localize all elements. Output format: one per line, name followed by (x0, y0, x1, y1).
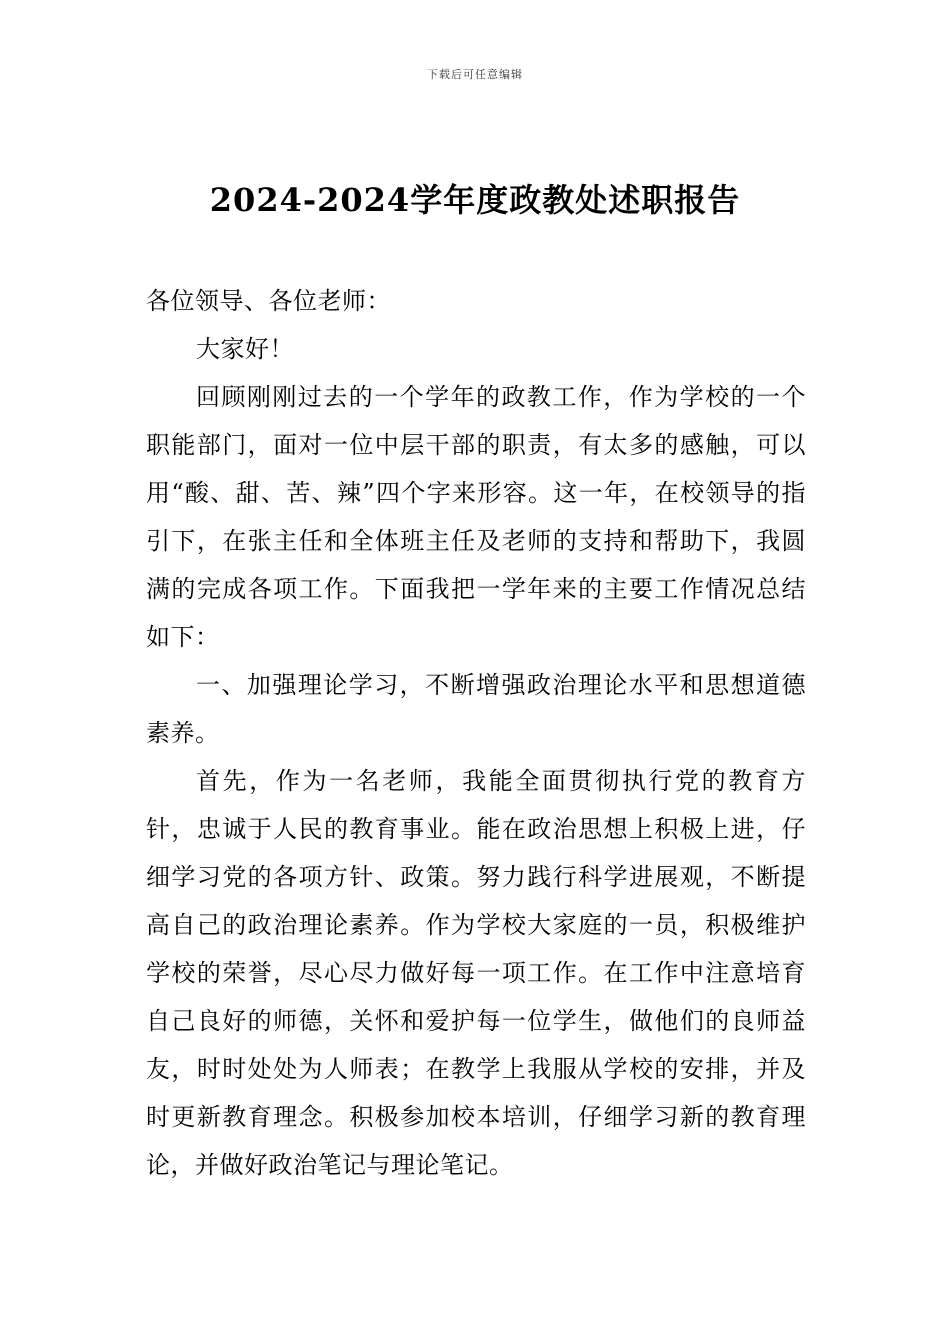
section-heading-1: 一、加强理论学习，不断增强政治理论水平和思想道德素养。 (146, 671, 806, 747)
document-title: 2024-2024学年度政教处述职报告 (209, 181, 741, 219)
salutation: 各位领导、各位老师： (146, 287, 391, 315)
page-header-note: 下载后可任意编辑 (427, 68, 523, 81)
section-1-paragraph: 首先，作为一名老师，我能全面贯彻执行党的教育方针，忠诚于人民的教育事业。能在政治思想上积极上进，仔细学习党的各项方针、政策。努力践行科学进展观，不断提高自己的政治理论素养。作为学校大家庭的一员，积极维护学校的荣誉，尽心尽力做好每一项工作。在工作中注意培育自己良好的师德，关怀和爱护每一位学生，做他们的良师益友，时时处处为人师表；在教学上我服从学校的安排，并及时更新教育理念。积极参加校本培训，仔细学习新的教育理论，并做好政治笔记与理论笔记。 (146, 767, 806, 1179)
greeting-paragraph: 大家好！ (196, 335, 294, 363)
document-body (146, 277, 806, 1189)
review-paragraph: 回顾刚刚过去的一个学年的政教工作，作为学校的一个职能部门，面对一位中层干部的职责，有太多的感触，可以用“酸、甜、苦、辣”四个字来形容。这一年，在校领导的指引下，在张主任和全体班主任及老师的支持和帮助下，我圆满的完成各项工作。下面我把一学年来的主要工作情况总结如下： (146, 383, 806, 651)
